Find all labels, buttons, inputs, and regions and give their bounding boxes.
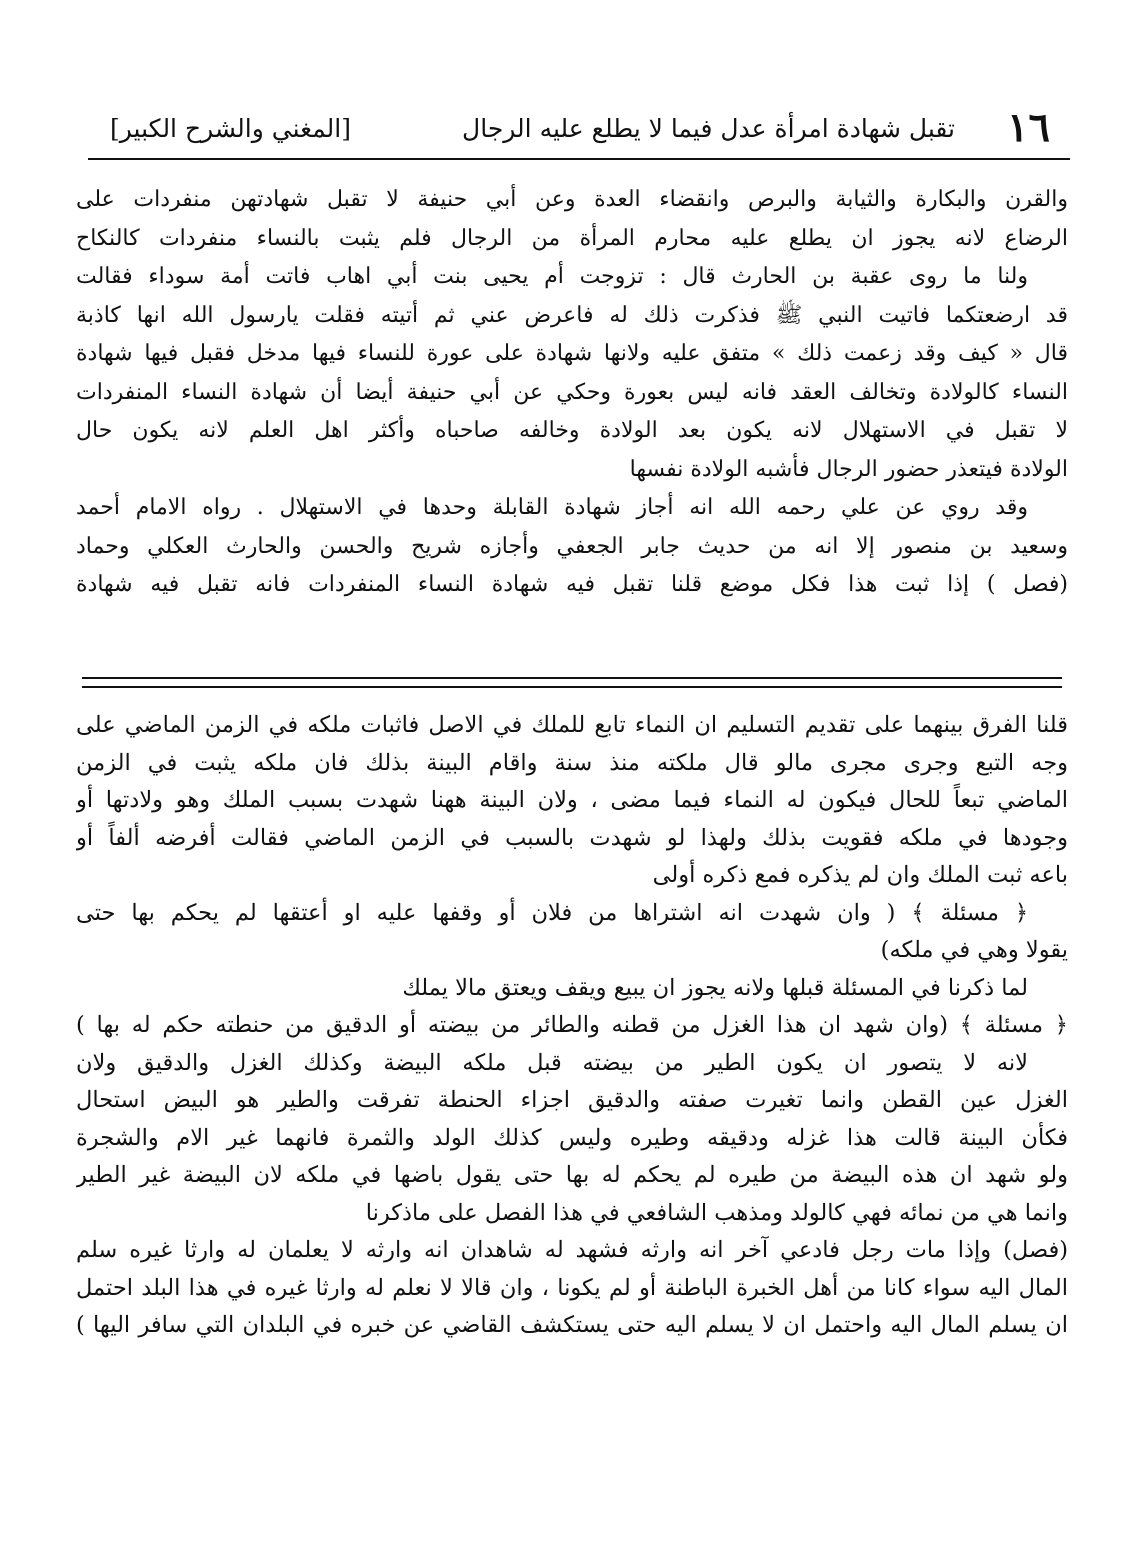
main-text-line: (فصل) وإذا مات رجل فادعي آخر انه وارثه فشهد له شاهدان انه وارثه لا يعلمان له وارثا غيره سلم (76, 1237, 1068, 1263)
main-text-line: الغزل عين القطن وانما تغيرت صفته والدقيق اجزاء الحنطة تفرقت والطير هو البيض استحال (76, 1087, 1068, 1113)
commentary-line: قد ارضعتكما فاتيت النبي ﷺ فذكرت ذلك له فاعرض عني ثم أتيته فقلت يارسول الله انها كاذبة (76, 302, 1068, 328)
document-page (70, 95, 1070, 1535)
main-text-line: وانما هي من نمائه فهي كالولد ومذهب الشافعي في هذا الفصل على ماذكرنا (365, 1199, 1068, 1226)
header-rule (88, 158, 1070, 160)
main-text-line: ولو شهد ان هذه البيضة من طيره لم يحكم له بها حتى يقول باضها في ملكه لان البيضة غير الطير (76, 1162, 1068, 1188)
main-text-section (76, 707, 1068, 1345)
section-divider (82, 677, 1062, 688)
commentary-line: الولادة فيتعذر حضور الرجال فأشبه الولادة نفسها (629, 456, 1068, 482)
commentary-line: قال « كيف وقد زعمت ذلك » متفق عليه ولانها شهادة على عورة للنساء فيها مدخل فقبل فيها شهادة (76, 341, 1068, 366)
main-text-line: لما ذكرنا في المسئلة قبلها ولانه يجوز ان يبيع ويقف ويعتق مالا يملك (402, 974, 1028, 1001)
commentary-line: والقرن والبكارة والثيابة والبرص وانقضاء العدة وعن أبي حنيفة لا تقبل شهادتهن منفردات على (76, 187, 1068, 212)
commentary-section (76, 181, 1068, 605)
page-number: ١٦ (1007, 104, 1050, 151)
commentary-line: (فصل ) إذا ثبت هذا فكل موضع قلنا تقبل فيه شهادة النساء المنفردات فانه تقبل فيه شهادة (76, 572, 1068, 597)
commentary-line: لا تقبل في الاستهلال لانه يكون بعد الولادة وخالفه صاحباه وأكثر اهل العلم لانه يكون حال (76, 418, 1068, 443)
main-text-line: ان يسلم المال اليه واحتمل ان لا يسلم اليه حتى يستكشف القاضي عن خبره في البلدان التي سافر اليها ) (76, 1312, 1068, 1338)
commentary-line: وقد روي عن علي رحمه الله انه أجاز شهادة القابلة وحدها في الاستهلال . رواه الامام أحمد (76, 495, 1028, 520)
main-text-line: وجودها في ملكه فقويت بذلك ولهذا لو شهدت بالسبب في الزمن الماضي فقالت أفرضه ألفاً أو (76, 824, 1068, 851)
main-text-line: وجه التبع وجرى مجرى مالو قال ملكته منذ سنة واقام البينة بذلك فان ملكه يثبت في الزمن (76, 749, 1068, 776)
commentary-line: ولنا ما روى عقبة بن الحارث قال : تزوجت أم يحيى بنت أبي اهاب فاتت أمة سوداء فقالت (76, 264, 1028, 289)
main-text-line: الماضي تبعاً للحال فيكون له النماء فيما مضى ، ولان البينة ههنا شهدت بسبب الملك وهو ولادتها أو (76, 787, 1068, 813)
main-text-line: ﴿ مسئلة ﴾ (وان شهد ان هذا الغزل من قطنه والطائر من بيضته أو الدقيق من حنطته حكم له بها ) (76, 1012, 1068, 1038)
commentary-line: الرضاع لانه يجوز ان يطلع عليه محارم المرأة من الرجال فلم يثبت بالنساء منفردات كالنكاح (76, 225, 1068, 251)
main-text-line: يقولا وهي في ملكه) (880, 937, 1068, 963)
main-text-line: المال اليه سواء كانا من أهل الخبرة الباطنة أو لم يكونا ، وان قالا لا نعلم له وارثا غيره في هذا البلد احتمل (76, 1274, 1068, 1301)
page-header (70, 95, 1070, 157)
running-title: تقبل شهادة امرأة عدل فيما لا يطلع عليه الرجال (462, 114, 955, 143)
main-text-line: قلنا الفرق بينهما على تقديم التسليم ان النماء تابع للملك في الاصل فاثبات ملكه في الزمن الماضي على (76, 712, 1068, 738)
book-title: [المغني والشرح الكبير] (110, 114, 351, 143)
main-text-line: لانه لا يتصور ان يكون الطير من بيضته قبل ملكه البيضة وكذلك الغزل والدقيق ولان (76, 1049, 1028, 1076)
main-text-line: باعه ثبت الملك وان لم يذكره فمع ذكره أولى (652, 862, 1068, 888)
commentary-line: وسعيد بن منصور إلا انه من حديث جابر الجعفي وأجازه شريح والحسن والحارث العكلي وحماد (76, 533, 1068, 559)
main-text-line: ﴿ مسئلة ﴾ ( وان شهدت انه اشتراها من فلان أو وقفها عليه او أعتقها لم يحكم بها حتى (76, 899, 1028, 926)
main-text-line: فكأن البينة قالت هذا غزله ودقيقه وطيره وليس كذلك الولد والثمرة فانهما غير الام والشجرة (76, 1124, 1068, 1151)
commentary-line: النساء كالولادة وتخالف العقد فانه ليس بعورة وحكي عن أبي حنيفة أيضا أن شهادة النساء المنفردات (76, 379, 1068, 405)
